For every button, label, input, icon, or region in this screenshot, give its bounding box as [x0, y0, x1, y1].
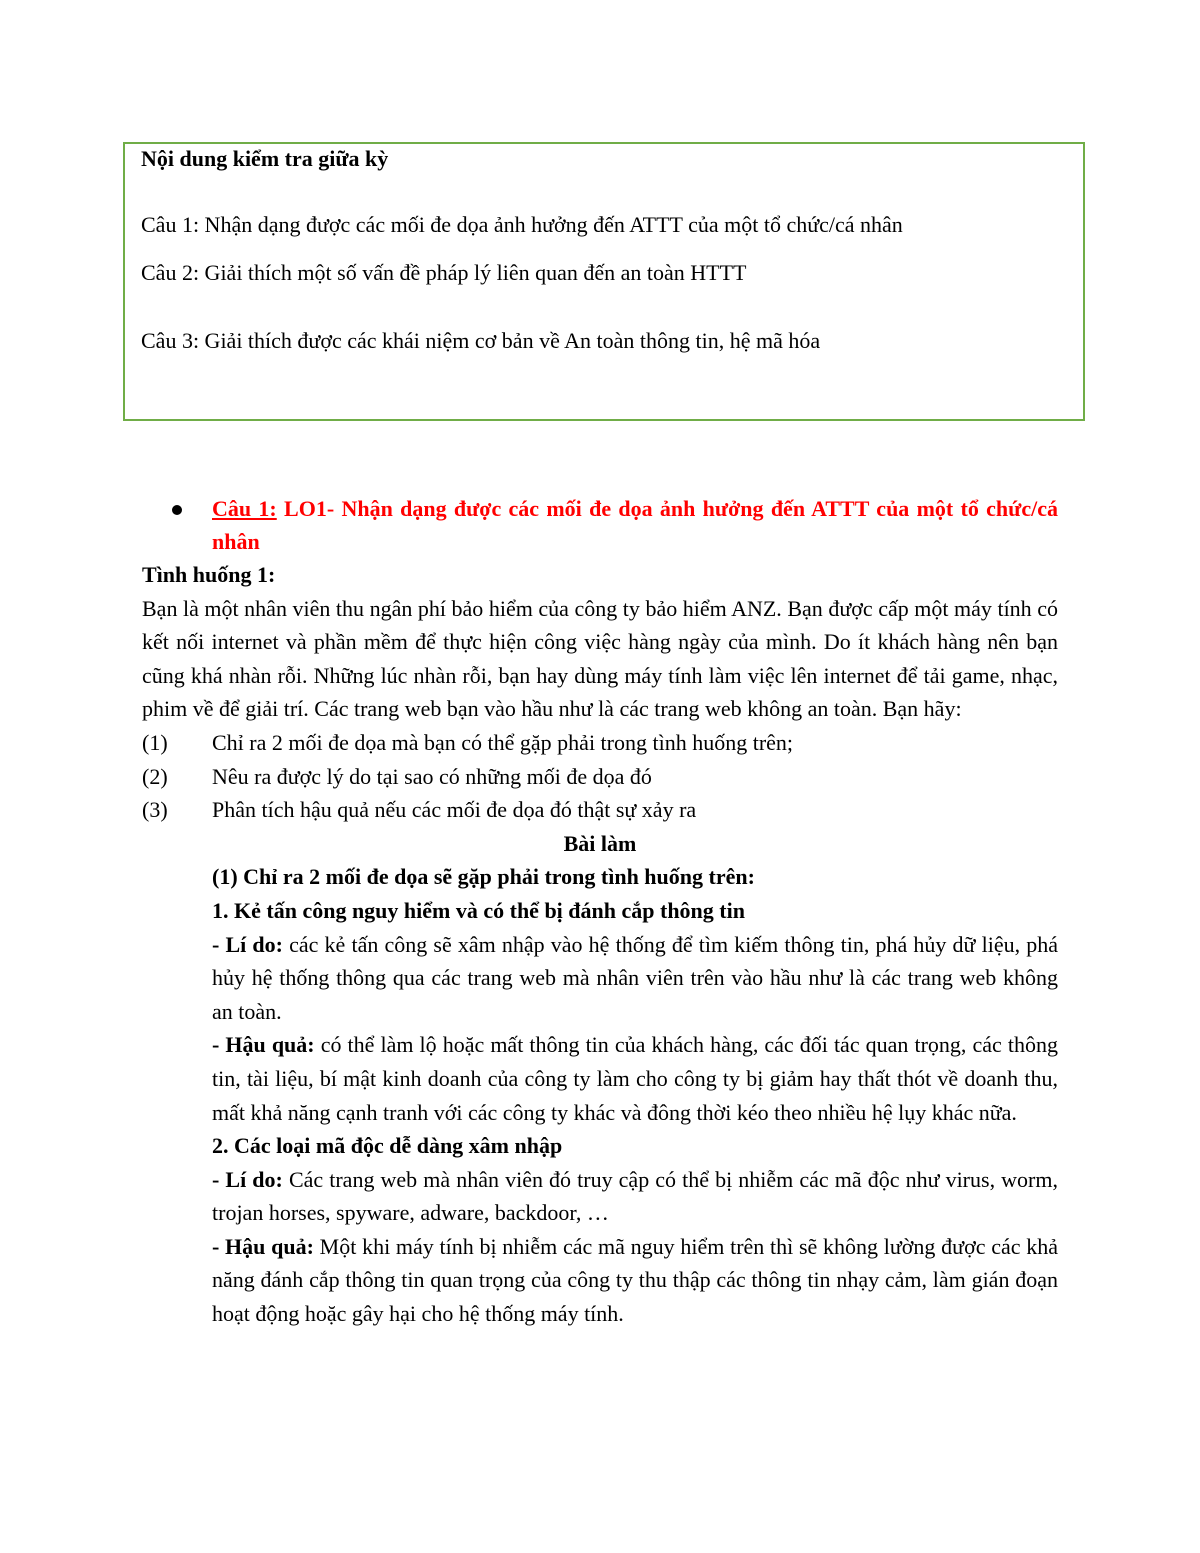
summary-item-1: Câu 1: Nhận dạng được các mối đe dọa ảnh hưởng đến ATTT của một tổ chức/cá nhân	[141, 212, 903, 237]
summary-item-2: Câu 2: Giải thích một số vấn đề pháp lý liên quan đến an toàn HTTT	[141, 260, 747, 285]
task-text: Chỉ ra 2 mối đe dọa mà bạn có thể gặp phải trong tình huống trên;	[212, 729, 794, 755]
answer-title: Bài làm	[563, 830, 637, 856]
situation-body: Bạn là một nhân viên thu ngân phí bảo hiểm của công ty bảo hiểm ANZ. Bạn được cấp một máy tính có kết nối internet và phần mềm để thực hiện công việc hàng ngày của mình. Do ít khách hàng nên bạn cũng khá nhàn rỗi. Những lúc nhàn rỗi, bạn hay dùng máy tính làm việc lên internet để tải game, nhạc, phim về để giải trí. Các trang web bạn vào hầu như là các trang web không an toàn. Bạn hãy:	[142, 595, 1058, 722]
result-label: - Hậu quả:	[212, 1233, 314, 1259]
threat1-title: 1. Kẻ tấn công nguy hiểm và có thể bị đánh cắp thông tin	[212, 897, 745, 923]
task-item	[142, 726, 1058, 760]
task-item	[142, 793, 1058, 827]
threat1-reason	[212, 928, 1058, 1029]
question-heading	[212, 492, 1058, 558]
result-label: - Hậu quả:	[212, 1032, 315, 1058]
task-number: (3)	[142, 797, 168, 823]
reason-text: các kẻ tấn công sẽ xâm nhập vào hệ thống để tìm kiếm thông tin, phá hủy dữ liệu, phá hủy hệ thống thông qua các trang web mà nhân viên trên vào hầu như là các trang web không an toàn.	[212, 931, 1058, 1024]
question-text: LO1- Nhận dạng được các mối đe dọa ảnh hưởng đến ATTT của một tổ chức/cá nhân	[212, 496, 1059, 554]
situation-title: Tình huống 1:	[142, 562, 276, 587]
threat1-result	[212, 1028, 1058, 1129]
task-number: (1)	[142, 729, 168, 755]
document-body	[142, 558, 1058, 1331]
task-item	[142, 760, 1058, 794]
task-text: Nêu ra được lý do tại sao có những mối đe dọa đó	[212, 763, 652, 789]
answer-body	[142, 860, 1058, 1330]
threat2-title: 2. Các loại mã độc dễ dàng xâm nhập	[212, 1133, 563, 1159]
question-label: Câu 1:	[212, 496, 277, 521]
reason-label: - Lí do:	[212, 1166, 283, 1192]
result-text: Một khi máy tính bị nhiễm các mã nguy hiểm trên thì sẽ không lường được các khả năng đánh cắp thông tin quan trọng của công ty thu thập các thông tin nhạy cảm, làm gián đoạn hoạt động hoặc gây hại cho hệ thống máy tính.	[212, 1233, 1058, 1327]
part1-title: (1) Chỉ ra 2 mối đe dọa sẽ gặp phải trong tình huống trên:	[212, 864, 755, 890]
task-text: Phân tích hậu quả nếu các mối đe dọa đó thật sự xảy ra	[212, 797, 697, 823]
summary-item-3: Câu 3: Giải thích được các khái niệm cơ bản về An toàn thông tin, hệ mã hóa	[141, 328, 821, 353]
threat2-reason	[212, 1163, 1058, 1230]
result-text: có thể làm lộ hoặc mất thông tin của khách hàng, các đối tác quan trọng, các thông tin, tài liệu, bí mật kinh doanh của công ty làm cho công ty bị giảm hay thất thót về doanh thu, mất khả năng cạnh tranh với các công ty khác và đông thời kéo theo nhiều hệ lụy khác nữa.	[212, 1032, 1058, 1125]
bullet-icon	[172, 505, 182, 515]
reason-text: Các trang web mà nhân viên đó truy cập có thể bị nhiễm các mã độc như virus, worm, trojan horses, spyware, adware, backdoor, …	[212, 1166, 1058, 1226]
threat2-result	[212, 1230, 1058, 1331]
reason-label: - Lí do:	[212, 931, 283, 957]
summary-title: Nội dung kiểm tra giữa kỳ	[141, 146, 389, 171]
task-number: (2)	[142, 763, 168, 789]
